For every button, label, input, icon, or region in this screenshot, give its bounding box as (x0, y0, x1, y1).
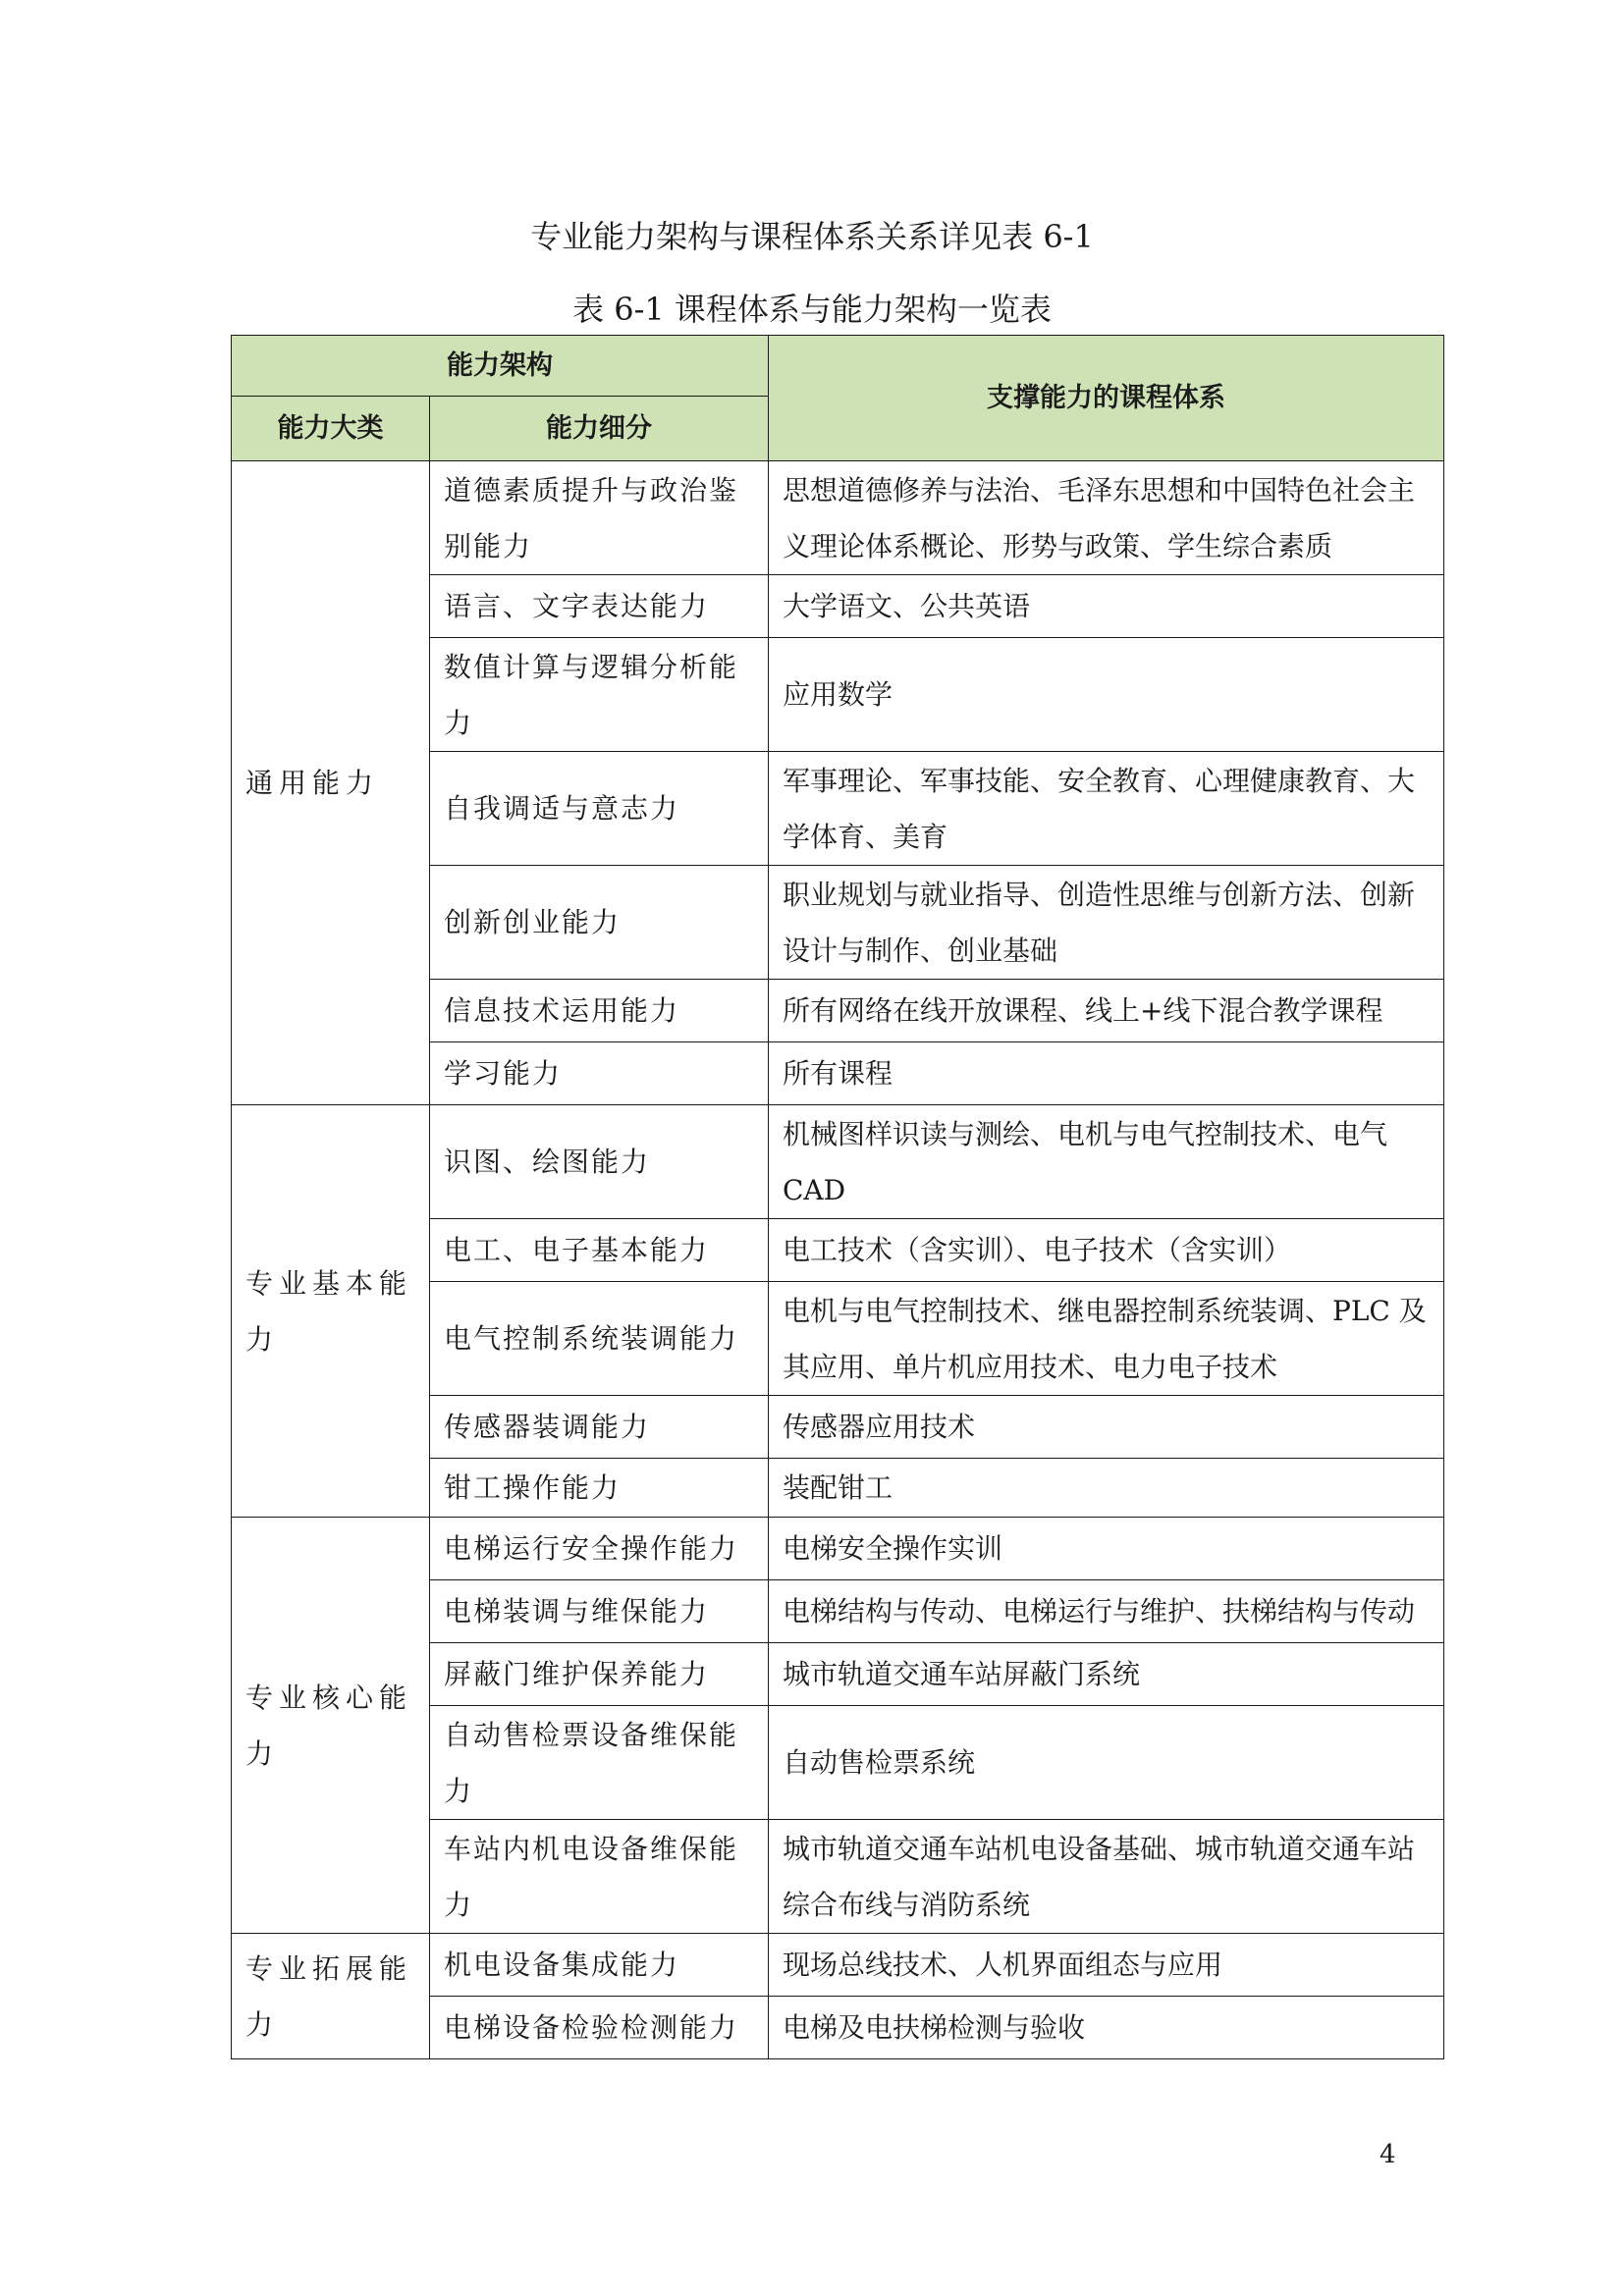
table-row (232, 1105, 1444, 1219)
table-caption: 表 6-1 课程体系与能力架构一览表 (572, 291, 1052, 328)
header-supporting-courses: 支撑能力的课程体系 (769, 336, 1444, 461)
intro-text: 专业能力架构与课程体系关系详见表 6-1 (530, 218, 1094, 255)
courses-cell: 所有网络在线开放课程、线上+线下混合教学课程 (769, 980, 1444, 1042)
courses-cell: 所有课程 (769, 1042, 1444, 1105)
detail-cell: 自动售检票设备维保能力 (430, 1706, 769, 1820)
detail-cell: 语言、文字表达能力 (430, 575, 769, 638)
detail-cell: 识图、绘图能力 (430, 1105, 769, 1219)
table-row (232, 461, 1444, 575)
courses-cell: 城市轨道交通车站机电设备基础、城市轨道交通车站综合布线与消防系统 (769, 1820, 1444, 1934)
courses-cell: 电梯结构与传动、电梯运行与维护、扶梯结构与传动 (769, 1580, 1444, 1643)
courses-cell: 电工技术（含实训）、电子技术（含实训） (769, 1219, 1444, 1282)
detail-cell: 电气控制系统装调能力 (430, 1282, 769, 1396)
category-cell: 专业拓展能力 (232, 1934, 430, 2059)
detail-cell: 电梯运行安全操作能力 (430, 1518, 769, 1580)
detail-cell: 数值计算与逻辑分析能力 (430, 638, 769, 752)
detail-cell: 屏蔽门维护保养能力 (430, 1643, 769, 1706)
courses-cell: 军事理论、军事技能、安全教育、心理健康教育、大学体育、美育 (769, 752, 1444, 866)
category-cell: 通用能力 (232, 461, 430, 1105)
detail-cell: 电梯装调与维保能力 (430, 1580, 769, 1643)
courses-cell: 电机与电气控制技术、继电器控制系统装调、PLC 及其应用、单片机应用技术、电力电子技术 (769, 1282, 1444, 1396)
table-row (232, 1934, 1444, 1997)
courses-cell: 装配钳工 (769, 1459, 1444, 1518)
header-ability-framework: 能力架构 (232, 336, 769, 397)
category-cell: 专业基本能力 (232, 1105, 430, 1518)
detail-cell: 机电设备集成能力 (430, 1934, 769, 1997)
courses-cell: 城市轨道交通车站屏蔽门系统 (769, 1643, 1444, 1706)
page-number: 4 (1380, 2140, 1396, 2169)
detail-cell: 创新创业能力 (430, 866, 769, 980)
courses-cell: 自动售检票系统 (769, 1706, 1444, 1820)
detail-cell: 电工、电子基本能力 (430, 1219, 769, 1282)
courses-cell: 思想道德修养与法治、毛泽东思想和中国特色社会主义理论体系概论、形势与政策、学生综合素质 (769, 461, 1444, 575)
courses-cell: 传感器应用技术 (769, 1396, 1444, 1459)
courses-cell: 电梯及电扶梯检测与验收 (769, 1997, 1444, 2059)
header-subdivision: 能力细分 (430, 397, 769, 461)
detail-cell: 电梯设备检验检测能力 (430, 1997, 769, 2059)
category-cell: 专业核心能力 (232, 1518, 430, 1934)
header-category: 能力大类 (232, 397, 430, 461)
courses-cell: 现场总线技术、人机界面组态与应用 (769, 1934, 1444, 1997)
detail-cell: 学习能力 (430, 1042, 769, 1105)
detail-cell: 传感器装调能力 (430, 1396, 769, 1459)
detail-cell: 钳工操作能力 (430, 1459, 769, 1518)
courses-cell: 职业规划与就业指导、创造性思维与创新方法、创新设计与制作、创业基础 (769, 866, 1444, 980)
course-ability-table (231, 335, 1444, 2059)
table-row (232, 1518, 1444, 1580)
detail-cell: 车站内机电设备维保能力 (430, 1820, 769, 1934)
courses-cell: 大学语文、公共英语 (769, 575, 1444, 638)
detail-cell: 自我调适与意志力 (430, 752, 769, 866)
detail-cell: 道德素质提升与政治鉴别能力 (430, 461, 769, 575)
courses-cell: 电梯安全操作实训 (769, 1518, 1444, 1580)
detail-cell: 信息技术运用能力 (430, 980, 769, 1042)
courses-cell: 应用数学 (769, 638, 1444, 752)
courses-cell: 机械图样识读与测绘、电机与电气控制技术、电气CAD (769, 1105, 1444, 1219)
